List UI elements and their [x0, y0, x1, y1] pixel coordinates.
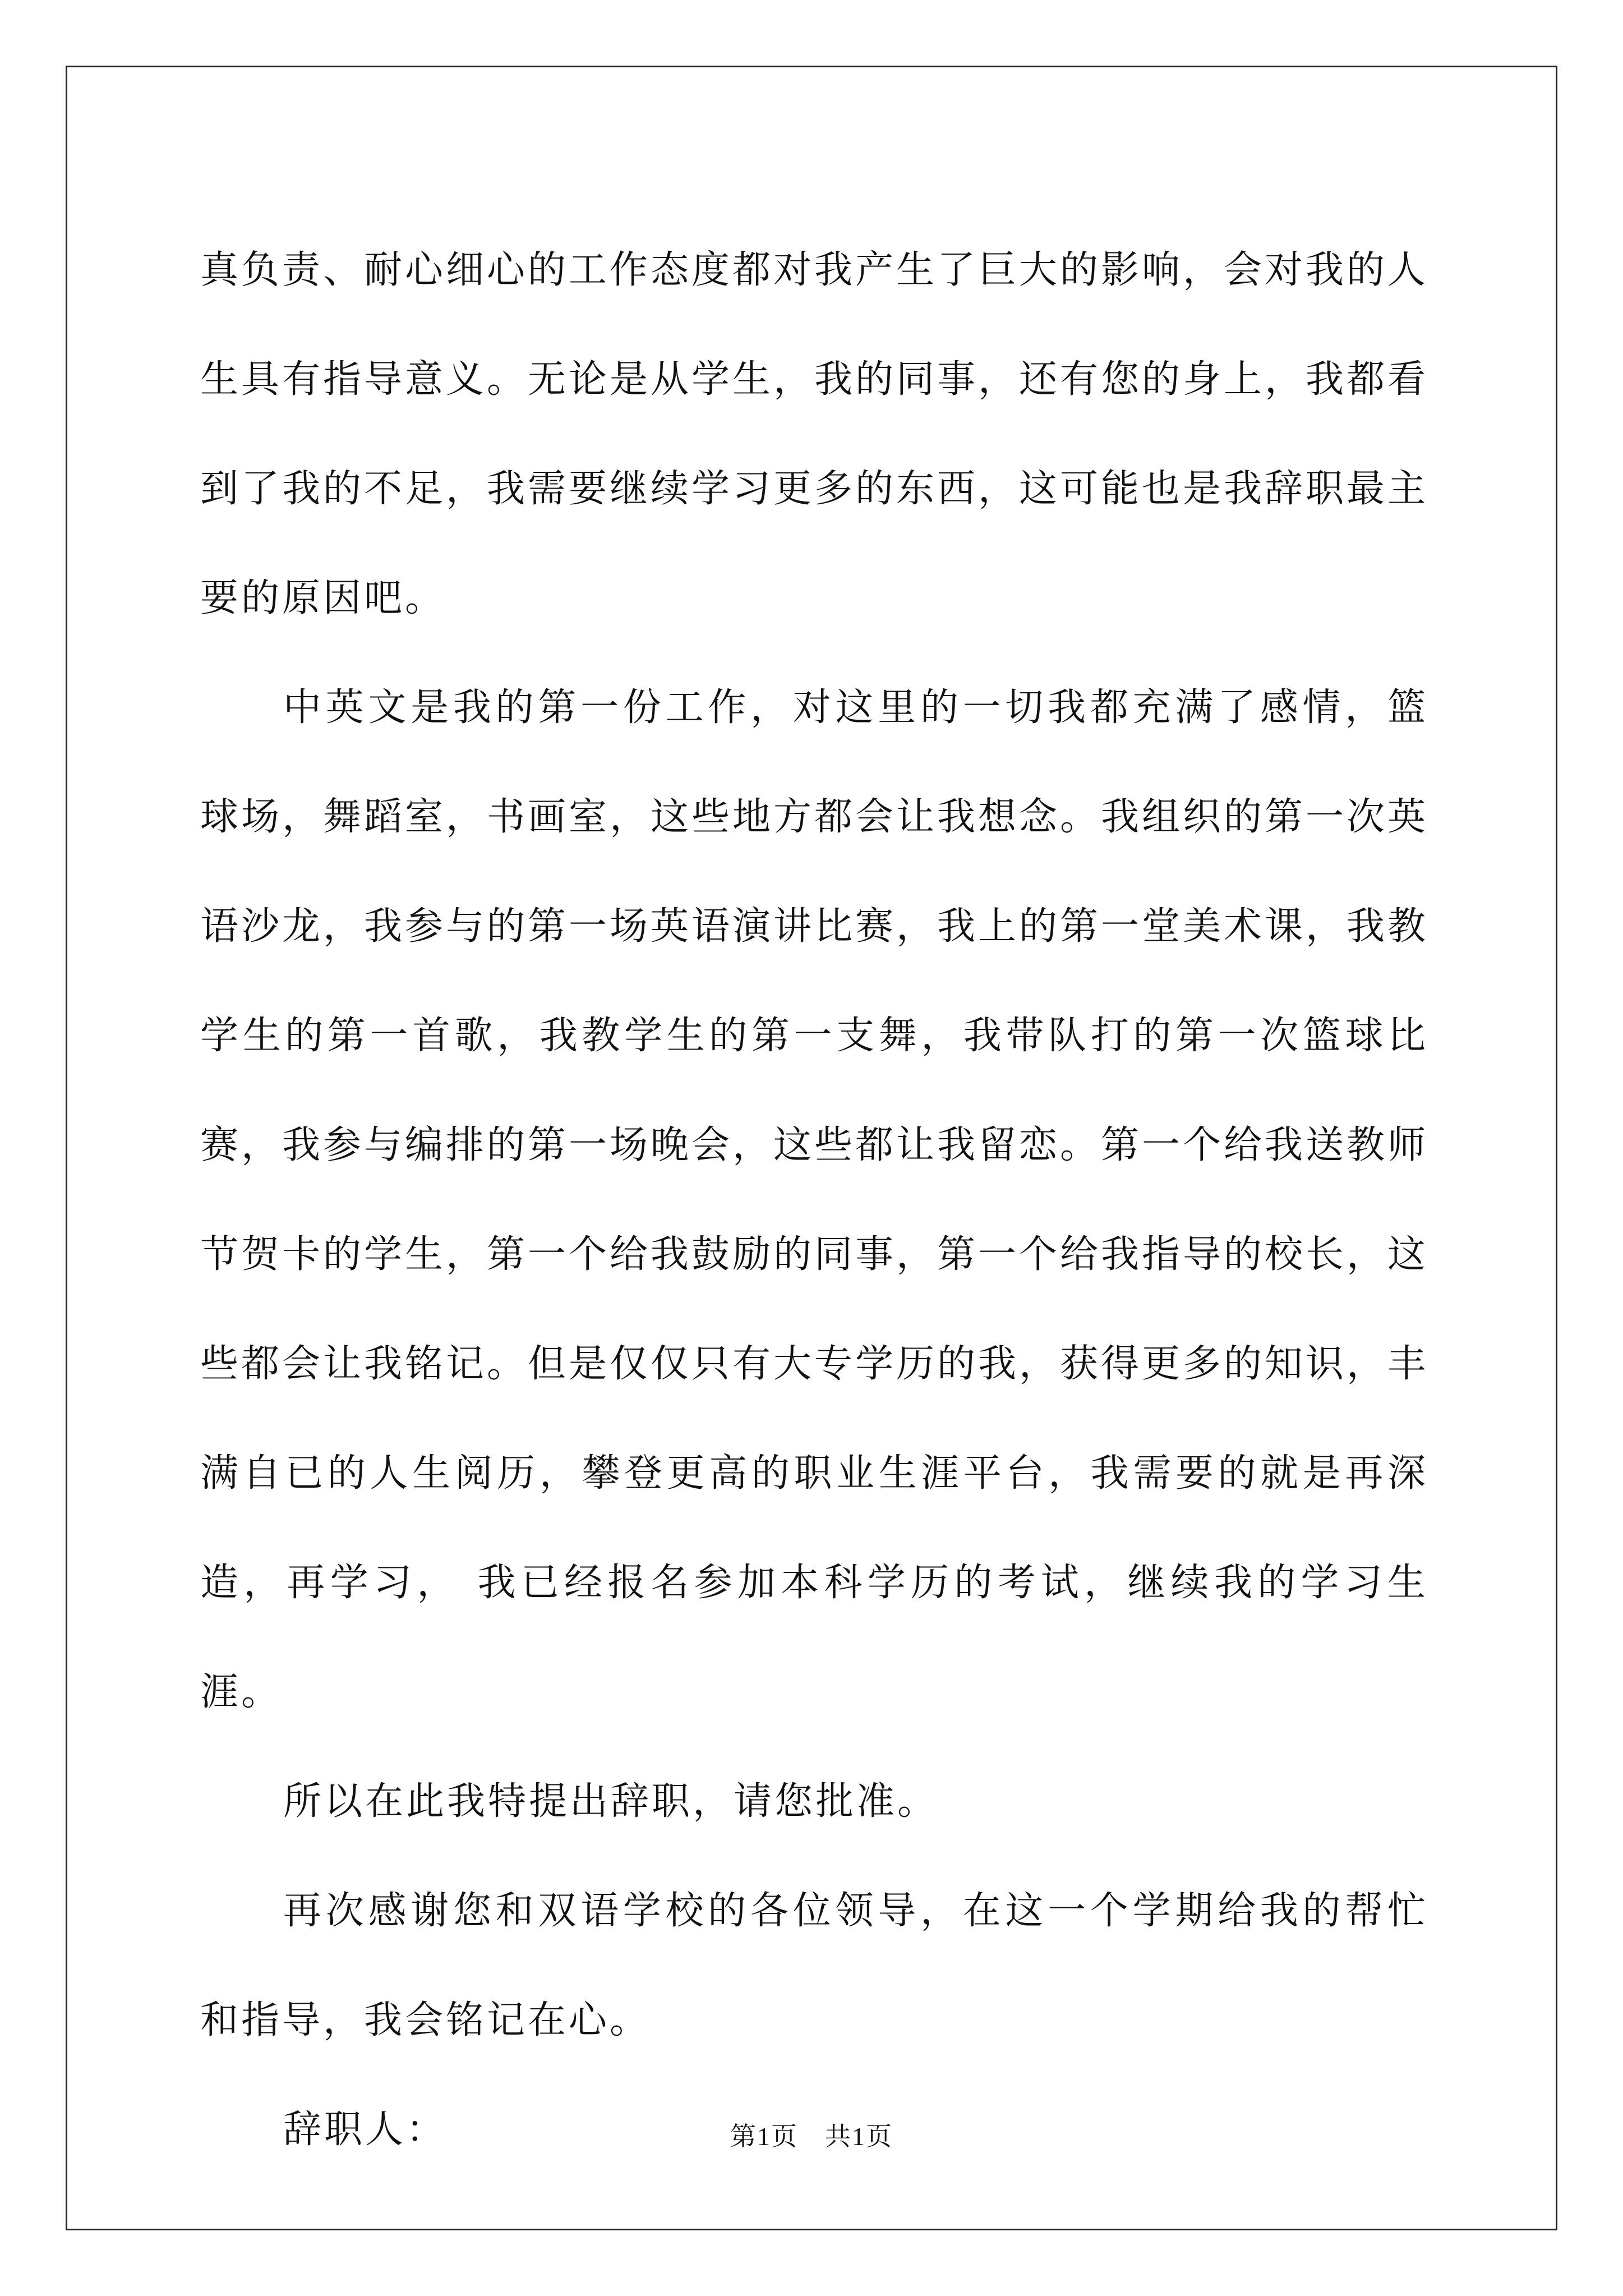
paragraph-4: 再次感谢您和双语学校的各位领导，在这一个学期给我的帮忙和指导，我会铭记在心。	[200, 1889, 1428, 2042]
document-body	[200, 215, 1428, 2184]
paragraph-3: 所以在此我特提出辞职，请您批准。	[283, 1779, 939, 1824]
paragraph-2: 中英文是我的第一份工作，对这里的一切我都充满了感情，篮球场，舞蹈室，书画室，这些地方都会让我想念。我组织的第一次英语沙龙，我参与的第一场英语演讲比赛，我上的第一堂美术课，我教学生的第一首歌，我教学生的第一支舞，我带队打的第一次篮球比赛，我参与编排的第一场晚会，这些都让我留恋。第一个给我送教师节贺卡的学生，第一个给我鼓励的同事，第一个给我指导的校长，这些都会让我铭记。但是仅仅只有大专学历的我，获得更多的知识，丰满自已的人生阅历，攀登更高的职业生涯平台，我需要的就是再深造，再学习， 我已经报名参加本科学历的考试，继续我的学习生涯。	[200, 685, 1429, 1714]
signature-line: 辞职人：	[283, 2108, 448, 2152]
page-number-footer: 第1页 共1页	[730, 2122, 893, 2151]
paragraph-1: 真负责、耐心细心的工作态度都对我产生了巨大的影响，会对我的人生具有指导意义。无论是从学生，我的同事，还有您的身上，我都看到了我的不足，我需要继续学习更多的东西，这可能也是我辞职最主要的原因吧。	[200, 248, 1429, 620]
